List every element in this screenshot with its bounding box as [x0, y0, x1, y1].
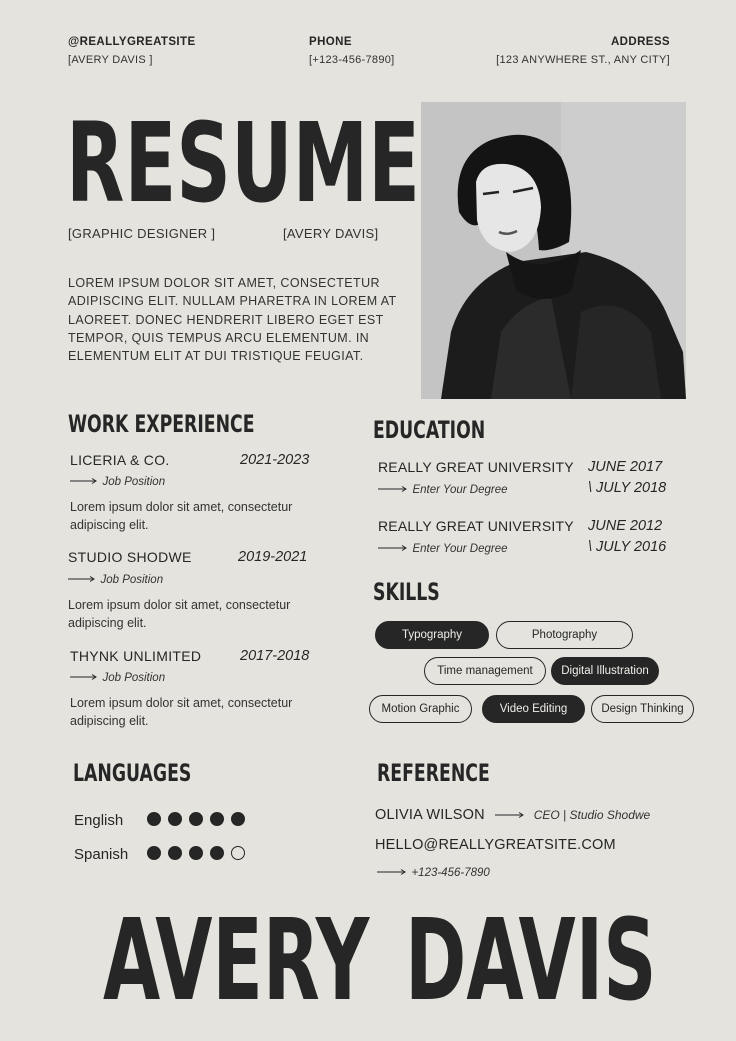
job-company: STUDIO SHODWE	[68, 549, 192, 565]
edu-degree-row	[378, 539, 508, 557]
filled-dot-icon	[147, 812, 161, 826]
language-name: Spanish	[74, 846, 129, 863]
job-company: LICERIA & CO.	[70, 452, 170, 468]
phone-label: PHONE	[309, 36, 352, 48]
edu-date-end: \ JULY 2016	[588, 539, 667, 555]
arrow-right-icon	[68, 575, 96, 583]
job-dates: 2017-2018	[240, 648, 310, 664]
arrow-right-icon	[377, 868, 407, 876]
address-value: [123 ANYWHERE ST., ANY CITY]	[496, 54, 670, 66]
role-bracket: [GRAPHIC DESIGNER ]	[68, 226, 216, 241]
filled-dot-icon	[147, 846, 161, 860]
skill-pill: Digital Illustration	[551, 657, 659, 685]
address-label: ADDRESS	[610, 36, 670, 48]
arrow-right-icon	[495, 811, 525, 819]
job-description: Lorem ipsum dolor sit amet, consectetur adipiscing elit.	[70, 696, 293, 728]
reference-email: HELLO@REALLYGREATSITE.COM	[375, 837, 616, 853]
name-bracket: [AVERY DAVIS]	[283, 226, 379, 241]
skill-pill: Motion Graphic	[369, 695, 472, 723]
job-company: THYNK UNLIMITED	[70, 648, 202, 664]
arrow-right-icon	[70, 673, 98, 681]
edu-date-end: \ JULY 2018	[588, 480, 667, 496]
reference-name-row	[375, 806, 650, 824]
job-position: Job Position	[102, 476, 166, 488]
site-value: [AVERY DAVIS ]	[68, 54, 153, 66]
arrow-right-icon	[70, 477, 98, 485]
skill-pill: Photography	[496, 621, 633, 649]
job-dates: 2021-2023	[240, 452, 310, 468]
edu-school: REALLY GREAT UNIVERSITY	[378, 518, 574, 534]
education-title: EDUCATION	[373, 416, 486, 444]
footer-last-name: DAVIS	[405, 896, 657, 1026]
skills-title: SKILLS	[373, 578, 440, 606]
skill-pill: Time management	[424, 657, 546, 685]
language-name: English	[74, 812, 124, 829]
edu-date-start: JUNE 2017	[588, 459, 663, 475]
job-description: Lorem ipsum dolor sit amet, consectetur adipiscing elit.	[68, 598, 291, 630]
footer-first-name: AVERY	[103, 896, 370, 1026]
job-position-row	[70, 668, 165, 686]
edu-degree: Enter Your Degree	[412, 543, 508, 555]
filled-dot-icon	[210, 812, 224, 826]
languages-title: LANGUAGES	[73, 759, 192, 787]
job-position-row	[68, 570, 163, 588]
job-position-row	[70, 472, 165, 490]
work-experience-title: WORK EXPERIENCE	[68, 410, 255, 438]
reference-title: REFERENCE	[377, 759, 490, 787]
intro-paragraph: LOREM IPSUM DOLOR SIT AMET, CONSECTETUR ADIPISCING ELIT. NULLAM PHARETRA IN LOREM AT LAOREET. DONEC HENDRERIT LIBERO EGET EST TEMPOR, QUIS TEMPUS ARCU ELEMENTUM. IN ELEMENTUM ELIT AT DUI TRISTIQUE FEUGIAT.	[68, 276, 397, 364]
edu-degree-row	[378, 480, 508, 498]
edu-degree: Enter Your Degree	[412, 484, 508, 496]
filled-dot-icon	[168, 846, 182, 860]
reference-phone-row	[377, 863, 490, 881]
site-label: @REALLYGREATSITE	[68, 36, 196, 48]
skill-pill: Video Editing	[482, 695, 585, 723]
language-level-dots	[147, 846, 245, 860]
job-position: Job Position	[100, 574, 164, 586]
reference-name: OLIVIA WILSON	[375, 807, 485, 823]
resume-title: RESUME	[66, 99, 420, 227]
skill-pill: Typography	[375, 621, 489, 649]
edu-school: REALLY GREAT UNIVERSITY	[378, 459, 574, 475]
filled-dot-icon	[189, 846, 203, 860]
reference-phone: +123-456-7890	[411, 867, 490, 879]
reference-role: CEO | Studio Shodwe	[533, 808, 651, 822]
job-description: Lorem ipsum dolor sit amet, consectetur adipiscing elit.	[70, 500, 293, 532]
job-position: Job Position	[102, 672, 166, 684]
arrow-right-icon	[378, 485, 408, 493]
job-dates: 2019-2021	[238, 549, 308, 565]
skill-pill: Design Thinking	[591, 695, 694, 723]
empty-dot-icon	[231, 846, 245, 860]
phone-value: [+123-456-7890]	[309, 54, 395, 66]
filled-dot-icon	[210, 846, 224, 860]
filled-dot-icon	[189, 812, 203, 826]
arrow-right-icon	[378, 544, 408, 552]
portrait-illustration	[421, 102, 686, 399]
filled-dot-icon	[168, 812, 182, 826]
language-level-dots	[147, 812, 245, 826]
profile-photo	[421, 102, 686, 399]
edu-date-start: JUNE 2012	[588, 518, 663, 534]
filled-dot-icon	[231, 812, 245, 826]
